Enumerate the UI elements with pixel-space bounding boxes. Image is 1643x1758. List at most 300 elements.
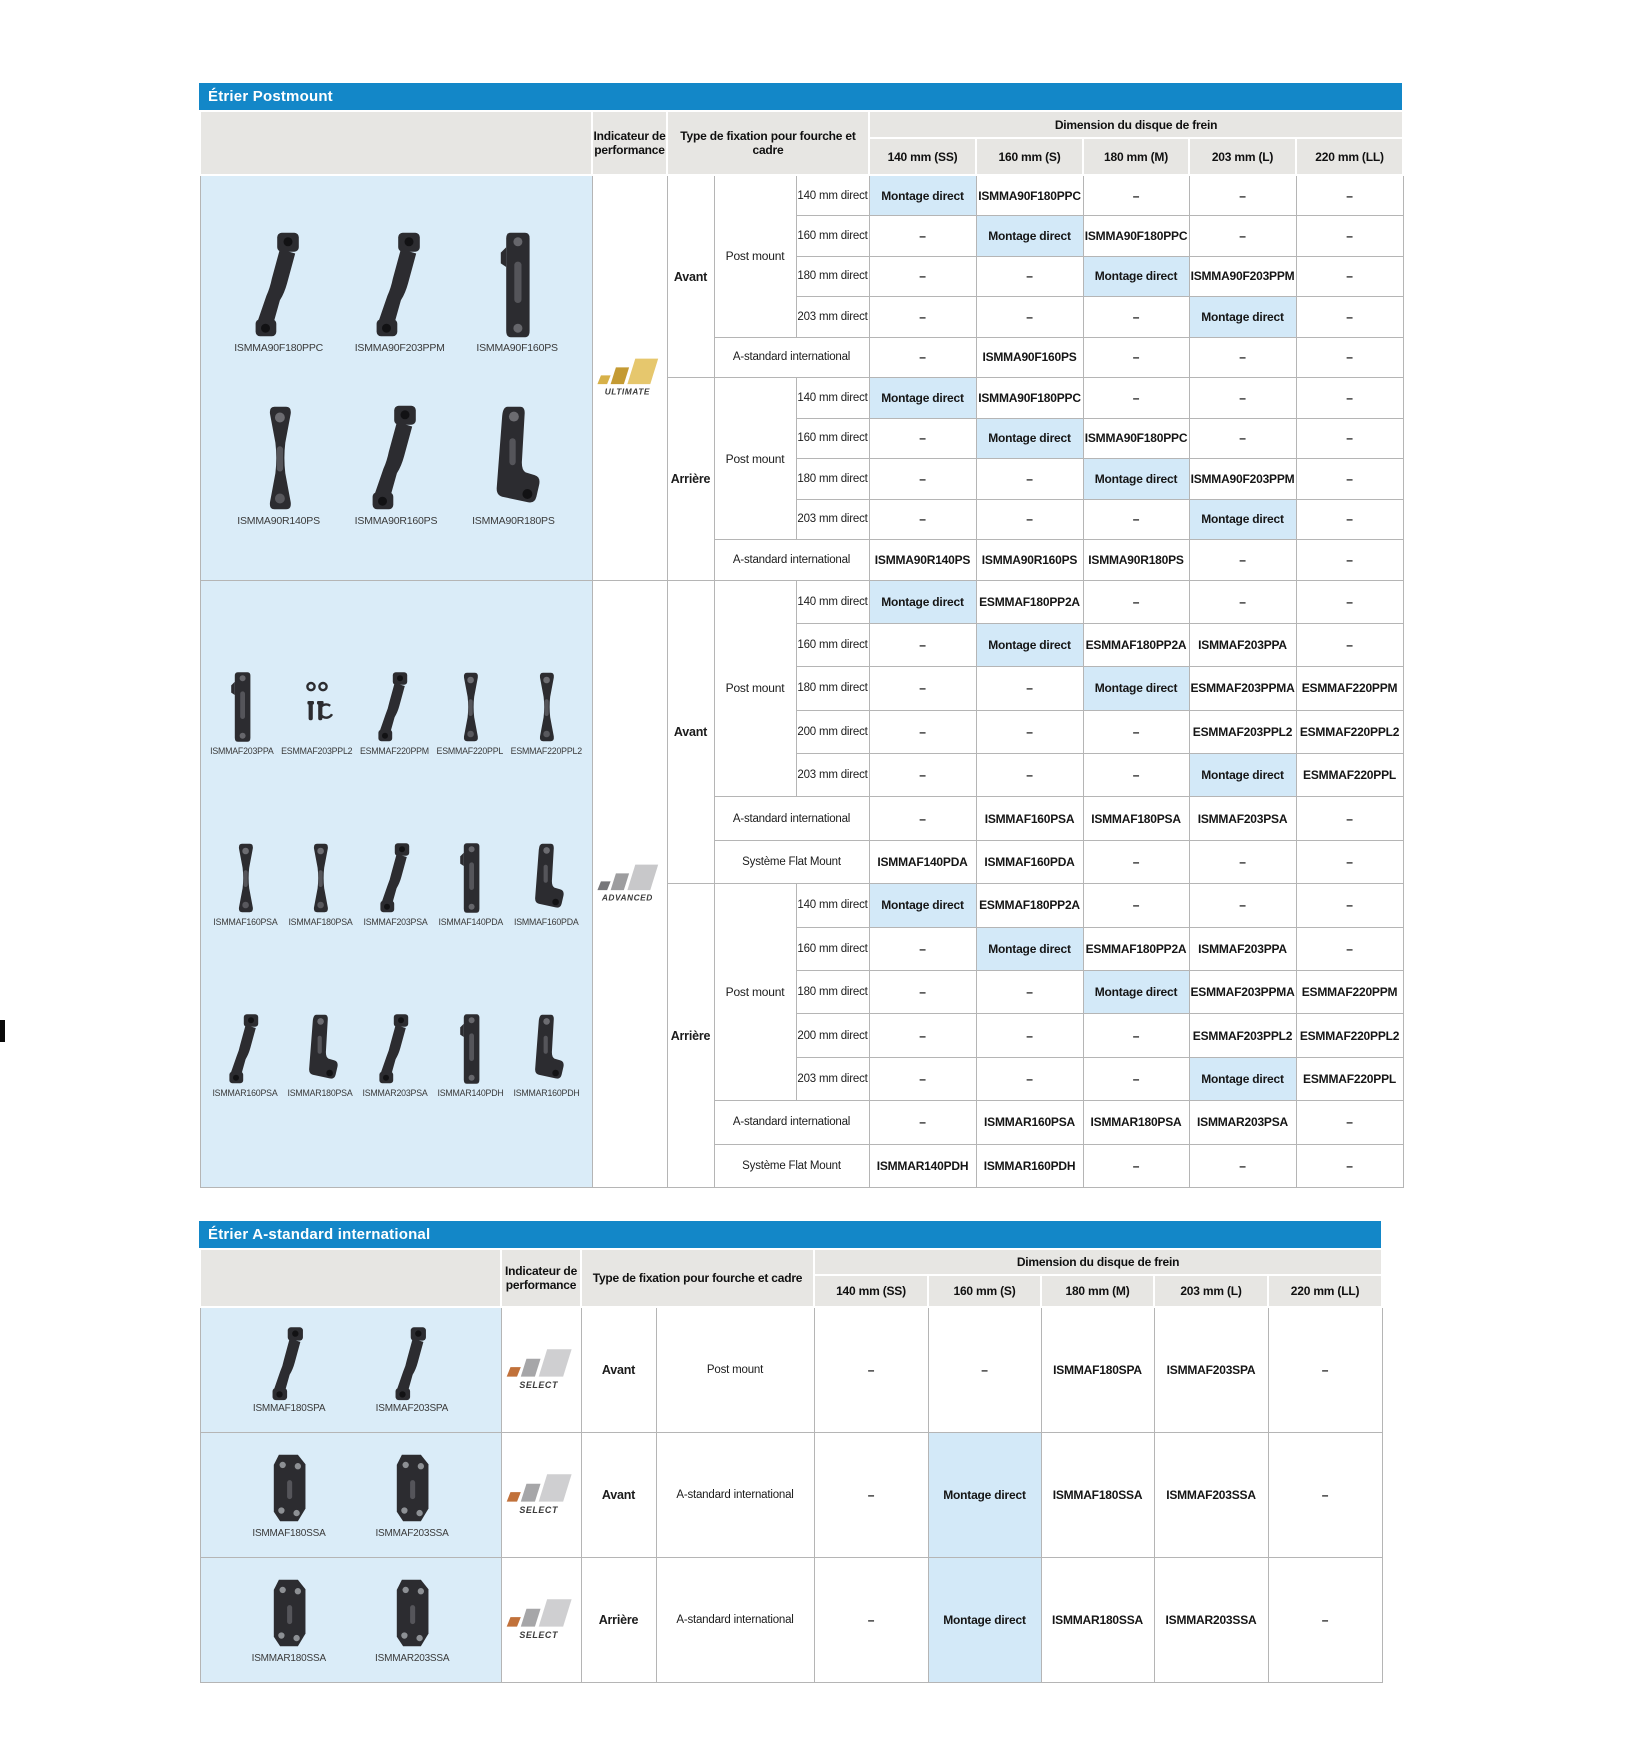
empty-cell: –: [869, 927, 976, 970]
logo-text: SELECT: [518, 1504, 558, 1515]
mount-type-cell: Système Flat Mount: [714, 1144, 869, 1187]
logo-stripe: [597, 375, 610, 384]
montage-direct-cell: Montage direct: [1083, 459, 1189, 500]
adapter-shape: [239, 844, 253, 912]
product-photo: [288, 840, 352, 927]
table1-header: [200, 111, 1403, 175]
empty-cell: –: [1083, 337, 1189, 378]
empty-cell: –: [1189, 840, 1296, 883]
product-photo: [363, 840, 427, 927]
select-logo-icon: [502, 1597, 581, 1643]
empty-cell: –: [869, 418, 976, 459]
empty-cell: –: [869, 1057, 976, 1100]
performance-logo-advanced: [593, 861, 667, 907]
brake-adapter-icon: [227, 840, 263, 916]
product-image-row: [203, 1576, 499, 1664]
adapter-shape: [397, 1454, 429, 1521]
model-number-cell: ISMMAR180PSA: [1083, 1101, 1189, 1144]
disc-size-header-180: 180 mm (M): [1083, 138, 1189, 175]
empty-cell: –: [1083, 499, 1189, 540]
model-number-cell: ISMMA90F180PPC: [976, 378, 1083, 419]
empty-cell: –: [928, 1307, 1041, 1432]
direct-size-cell: 203 mm direct: [796, 499, 869, 540]
adapter-shape: [376, 232, 419, 335]
empty-cell: –: [1296, 1101, 1403, 1144]
logo-text: ULTIMATE: [604, 386, 650, 397]
model-number-cell: ISMMAR140PDH: [869, 1144, 976, 1187]
direct-size-cell: 200 mm direct: [796, 1014, 869, 1057]
empty-cell: –: [869, 297, 976, 338]
logo-stripe: [538, 1474, 571, 1501]
product-label: ISMMA90R140PS: [237, 514, 320, 527]
brake-adapter-icon: [252, 229, 306, 341]
direct-size-cell: 140 mm direct: [796, 378, 869, 419]
model-number-cell: ISMMAF203PSA: [1189, 797, 1296, 840]
logo-text: SELECT: [518, 1379, 558, 1390]
empty-cell: –: [976, 1057, 1083, 1100]
performance-column-header: Indicateur de performance: [592, 111, 667, 175]
model-number-cell: ISMMAF180SPA: [1041, 1307, 1154, 1432]
model-number-cell: ISMMAR160PDH: [976, 1144, 1083, 1187]
product-image-row: [203, 1451, 499, 1539]
empty-cell: –: [869, 797, 976, 840]
adapter-shape: [269, 407, 290, 510]
model-number-cell: ESMMAF220PPL: [1296, 754, 1403, 797]
product-image-row: [203, 840, 590, 927]
empty-cell: –: [1296, 927, 1403, 970]
direct-size-cell: 160 mm direct: [796, 216, 869, 257]
product-label: ISMMAR160PDH: [513, 1088, 580, 1099]
model-number-cell: ISMMA90F203PPM: [1189, 256, 1296, 297]
montage-direct-cell: Montage direct: [1189, 1057, 1296, 1100]
model-number-cell: ESMMAF180PP2A: [976, 580, 1083, 623]
adapter-shape: [397, 1579, 429, 1646]
direct-size-cell: 180 mm direct: [796, 256, 869, 297]
mount-type-cell: A-standard international: [714, 797, 869, 840]
empty-cell: –: [1189, 175, 1296, 216]
empty-cell: –: [869, 337, 976, 378]
logo-stripe: [506, 1367, 520, 1376]
product-image-row: [203, 402, 590, 527]
montage-direct-cell: Montage direct: [1189, 297, 1296, 338]
table-row: [200, 175, 1403, 216]
product-label: ISMMA90F180PPC: [234, 341, 324, 354]
direct-size-cell: 203 mm direct: [796, 1057, 869, 1100]
product-label: ISMMA90F160PS: [476, 341, 558, 354]
postmount-section: [199, 83, 1402, 1188]
empty-cell: –: [1083, 754, 1189, 797]
empty-cell: –: [1296, 623, 1403, 666]
empty-cell: –: [1083, 297, 1189, 338]
position-cell: Avant: [667, 175, 714, 378]
empty-cell: –: [1083, 175, 1189, 216]
product-photo: [476, 229, 557, 354]
montage-direct-cell: Montage direct: [869, 884, 976, 927]
logo-text: ADVANCED: [601, 892, 653, 903]
performance-indicator-cell: [501, 1432, 581, 1557]
empty-cell: –: [1189, 337, 1296, 378]
postmount-table-body: [200, 175, 1403, 1187]
product-label: ISMMA90R180PS: [472, 514, 555, 527]
model-number-cell: ESMMAF203PPL2: [1189, 1014, 1296, 1057]
empty-cell: –: [976, 1014, 1083, 1057]
empty-cell: –: [1296, 378, 1403, 419]
empty-cell: –: [814, 1557, 928, 1682]
empty-cell: –: [869, 754, 976, 797]
product-label: ESMMAF220PPL: [436, 746, 504, 757]
montage-direct-cell: Montage direct: [976, 623, 1083, 666]
model-number-cell: ISMMA90R160PS: [976, 540, 1083, 581]
disc-size-header-140: 140 mm (SS): [869, 138, 976, 175]
performance-indicator-cell: [501, 1557, 581, 1682]
logo-stripe: [520, 1483, 540, 1501]
position-cell: Avant: [581, 1432, 656, 1557]
empty-cell: –: [1083, 1057, 1189, 1100]
empty-cell: –: [814, 1432, 928, 1557]
empty-cell: –: [1189, 540, 1296, 581]
model-number-cell: ISMMAR180SSA: [1041, 1557, 1154, 1682]
brake-adapter-icon: [299, 669, 335, 745]
product-image-row: [203, 1326, 499, 1414]
empty-cell: –: [1083, 1014, 1189, 1057]
model-number-cell: ISMMAF160PSA: [976, 797, 1083, 840]
empty-cell: –: [1083, 1144, 1189, 1187]
table-row: [200, 1432, 1382, 1557]
empty-cell: –: [976, 499, 1083, 540]
model-number-cell: ISMMAF203PPA: [1189, 623, 1296, 666]
performance-indicator-cell: [501, 1307, 581, 1432]
adapter-shape: [536, 1015, 565, 1079]
postmount-table: [199, 110, 1404, 1188]
logo-stripe: [538, 1349, 571, 1376]
model-number-cell: ISMMAF203PPA: [1189, 927, 1296, 970]
a-standard-table: [199, 1248, 1383, 1683]
logo-stripe: [610, 367, 629, 384]
adapter-shape: [460, 843, 479, 913]
product-photo: [511, 669, 582, 756]
ultimate-logo-icon: [593, 355, 667, 401]
product-photo: [375, 1576, 449, 1664]
performance-logo-select: [502, 1472, 581, 1518]
direct-size-cell: 140 mm direct: [796, 580, 869, 623]
montage-direct-cell: Montage direct: [1083, 971, 1189, 1014]
empty-cell: –: [1296, 580, 1403, 623]
model-number-cell: ISMMA90F180PPC: [976, 175, 1083, 216]
empty-cell: –: [976, 754, 1083, 797]
direct-size-cell: 200 mm direct: [796, 710, 869, 753]
product-label: ISMMAF203PPA: [210, 746, 274, 757]
empty-cell: –: [976, 710, 1083, 753]
brake-adapter-icon: [376, 669, 412, 745]
product-photo: [281, 669, 352, 756]
table-row: [200, 1307, 1382, 1432]
model-number-cell: ISMMA90F180PPC: [1083, 216, 1189, 257]
mount-type-cell: A-standard international: [656, 1432, 814, 1557]
empty-cell: –: [1296, 297, 1403, 338]
empty-cell: –: [976, 256, 1083, 297]
direct-size-cell: 140 mm direct: [796, 175, 869, 216]
montage-direct-cell: Montage direct: [1083, 667, 1189, 710]
performance-logo-select: [502, 1597, 581, 1643]
section-title-a-standard: Étrier A-standard international: [199, 1221, 1381, 1248]
adapter-shape: [273, 1327, 303, 1400]
montage-direct-cell: Montage direct: [976, 216, 1083, 257]
empty-cell: –: [1189, 378, 1296, 419]
performance-indicator-cell: [592, 580, 667, 1187]
performance-indicator-cell: [592, 175, 667, 580]
product-image-groups: [201, 1435, 501, 1554]
model-number-cell: ISMMAR203PSA: [1189, 1101, 1296, 1144]
brake-adapter-icon: [528, 840, 564, 916]
empty-cell: –: [1083, 378, 1189, 419]
empty-cell: –: [869, 623, 976, 666]
logo-stripe: [627, 358, 658, 384]
direct-size-cell: 160 mm direct: [796, 418, 869, 459]
performance-logo-select: [502, 1347, 581, 1393]
product-image-panel: [200, 580, 592, 1187]
logo-stripe: [506, 1617, 520, 1626]
mount-type-cell: Post mount: [656, 1307, 814, 1432]
product-image-groups: [201, 1560, 501, 1679]
adapter-shape: [460, 1014, 479, 1084]
performance-column-header: Indicateur de performance: [501, 1249, 581, 1307]
montage-direct-cell: Montage direct: [1189, 499, 1296, 540]
model-number-cell: ESMMAF220PPM: [1296, 667, 1403, 710]
direct-size-cell: 160 mm direct: [796, 927, 869, 970]
product-label: ISMMAF180SSA: [252, 1527, 326, 1539]
position-cell: Avant: [667, 580, 714, 884]
empty-cell: –: [976, 971, 1083, 1014]
logo-stripe: [610, 873, 629, 890]
product-photo: [472, 402, 555, 527]
brake-adapter-icon: [252, 402, 306, 514]
product-image-groups: [201, 1310, 501, 1429]
product-label: ISMMA90F203PPM: [354, 341, 445, 354]
position-cell: Avant: [581, 1307, 656, 1432]
product-label: ISMMAR203SSA: [375, 1652, 450, 1664]
direct-size-cell: 160 mm direct: [796, 623, 869, 666]
brake-adapter-icon: [528, 669, 564, 745]
section-title-postmount: Étrier Postmount: [199, 83, 1402, 110]
model-number-cell: ISMMA90F180PPC: [1083, 418, 1189, 459]
empty-cell: –: [869, 256, 976, 297]
product-label: ISMMAF160PSA: [213, 917, 278, 928]
empty-cell: –: [1296, 256, 1403, 297]
product-photo: [437, 669, 504, 756]
empty-cell: –: [1296, 459, 1403, 500]
logo-stripe: [506, 1492, 520, 1501]
brake-adapter-icon: [453, 840, 489, 916]
disc-size-header-203: 203 mm (L): [1154, 1275, 1268, 1307]
adapter-shape: [464, 673, 478, 741]
product-photo: [355, 229, 445, 354]
performance-logo-ultimate: [593, 355, 667, 401]
brake-adapter-icon: [268, 1576, 310, 1652]
product-photo: [376, 1326, 448, 1414]
table-row: [200, 1557, 1382, 1682]
brake-adapter-icon: [453, 1011, 489, 1087]
product-photo: [360, 669, 429, 756]
disc-size-header-220: 220 mm (LL): [1296, 138, 1403, 175]
product-photo: [287, 1011, 352, 1098]
brake-adapter-icon: [486, 402, 540, 514]
empty-cell: –: [1083, 580, 1189, 623]
product-photo: [237, 402, 320, 527]
empty-cell: –: [869, 710, 976, 753]
adapter-shape: [540, 673, 554, 741]
mount-type-cell: Post mount: [714, 175, 796, 337]
adapter-shape: [274, 1579, 306, 1646]
position-cell: Arrière: [667, 378, 714, 581]
model-number-cell: ISMMA90F160PS: [976, 337, 1083, 378]
model-number-cell: ISMMAF140PDA: [869, 840, 976, 883]
montage-direct-cell: Montage direct: [928, 1557, 1041, 1682]
mount-type-cell: A-standard international: [714, 337, 869, 378]
empty-cell: –: [1083, 710, 1189, 753]
select-logo-icon: [502, 1472, 581, 1518]
product-image-row: [203, 669, 590, 756]
product-label: ESMMAF203PPL2: [281, 746, 353, 757]
product-photo: [355, 402, 438, 527]
model-number-cell: ISMMAR160PSA: [976, 1101, 1083, 1144]
empty-cell: –: [1189, 580, 1296, 623]
model-number-cell: ISMMAF180PSA: [1083, 797, 1189, 840]
product-photo: [210, 669, 273, 756]
disc-size-header-160: 160 mm (S): [976, 138, 1083, 175]
a-standard-section: [199, 1221, 1381, 1683]
product-photo: [375, 1451, 448, 1539]
adapter-shape: [501, 232, 530, 336]
fixation-column-header: Type de fixation pour fourche et cadre: [581, 1249, 814, 1307]
product-photo: [212, 1011, 277, 1098]
a-standard-table-body: [200, 1307, 1382, 1682]
model-number-cell: ESMMAF203PPMA: [1189, 667, 1296, 710]
product-image-panel: [200, 175, 592, 580]
model-number-cell: ESMMAF180PP2A: [976, 884, 1083, 927]
product-image-groups: [201, 178, 592, 577]
disc-size-header-140: 140 mm (SS): [814, 1275, 928, 1307]
brake-adapter-icon: [302, 840, 338, 916]
product-photo: [253, 1326, 325, 1414]
brake-adapter-icon: [528, 1011, 564, 1087]
logo-stripe: [538, 1599, 571, 1626]
brake-adapter-icon: [268, 1451, 310, 1527]
empty-cell: –: [1189, 1144, 1296, 1187]
model-number-cell: ESMMAF220PPL2: [1296, 1014, 1403, 1057]
direct-size-cell: 180 mm direct: [796, 971, 869, 1014]
empty-cell: –: [1189, 418, 1296, 459]
adapter-shape: [314, 844, 328, 912]
direct-size-cell: 180 mm direct: [796, 667, 869, 710]
model-number-cell: ESMMAF180PP2A: [1083, 927, 1189, 970]
image-column-header: [200, 1249, 501, 1307]
product-label: ISMMAF180PSA: [288, 917, 353, 928]
montage-direct-cell: Montage direct: [928, 1432, 1041, 1557]
product-label: ISMMAF180SPA: [252, 1402, 326, 1414]
product-photo: [234, 229, 323, 354]
mount-type-cell: A-standard international: [656, 1557, 814, 1682]
adapter-shape: [307, 683, 332, 720]
adapter-shape: [231, 672, 250, 742]
disc-size-header-203: 203 mm (L): [1189, 138, 1296, 175]
montage-direct-cell: Montage direct: [976, 418, 1083, 459]
product-label: ESMMAF220PPL2: [510, 746, 582, 757]
product-label: ESMMAF220PPM: [359, 746, 429, 757]
mount-type-cell: Système Flat Mount: [714, 840, 869, 883]
adapter-shape: [379, 1014, 408, 1083]
montage-direct-cell: Montage direct: [869, 580, 976, 623]
model-number-cell: ISMMAF180SSA: [1041, 1432, 1154, 1557]
brake-adapter-icon: [369, 402, 423, 514]
product-image-panel: [200, 1307, 501, 1432]
empty-cell: –: [1296, 884, 1403, 927]
product-image-row: [203, 229, 590, 354]
brake-adapter-icon: [378, 840, 414, 916]
product-label: ISMMAF203SPA: [375, 1402, 449, 1414]
position-cell: Arrière: [667, 884, 714, 1188]
advanced-logo-icon: [593, 861, 667, 907]
adapter-shape: [255, 232, 298, 335]
empty-cell: –: [1268, 1432, 1382, 1557]
montage-direct-cell: Montage direct: [869, 378, 976, 419]
adapter-shape: [395, 1327, 425, 1400]
product-image-panel: [200, 1557, 501, 1682]
empty-cell: –: [976, 459, 1083, 500]
empty-cell: –: [1296, 499, 1403, 540]
product-image-panel: [200, 1432, 501, 1557]
mount-type-cell: Post mount: [714, 580, 796, 797]
product-label: ISMMA90R160PS: [354, 514, 438, 527]
empty-cell: –: [1296, 418, 1403, 459]
mount-type-cell: Post mount: [714, 378, 796, 540]
empty-cell: –: [1296, 175, 1403, 216]
brake-adapter-icon: [227, 1011, 263, 1087]
logo-stripe: [627, 864, 658, 890]
product-photo: [252, 1451, 325, 1539]
brake-adapter-icon: [391, 1326, 433, 1402]
direct-size-cell: 203 mm direct: [796, 297, 869, 338]
empty-cell: –: [869, 1101, 976, 1144]
product-photo: [514, 840, 579, 927]
adapter-shape: [380, 843, 409, 912]
position-cell: Arrière: [581, 1557, 656, 1682]
disc-size-header-180: 180 mm (M): [1041, 1275, 1154, 1307]
empty-cell: –: [1268, 1557, 1382, 1682]
model-number-cell: ISMMAF160PDA: [976, 840, 1083, 883]
model-number-cell: ESMMAF220PPL: [1296, 1057, 1403, 1100]
product-label: ISMMAR180SSA: [251, 1652, 326, 1664]
empty-cell: –: [1296, 1144, 1403, 1187]
product-label: ISMMAR140PDH: [437, 1088, 504, 1099]
empty-cell: –: [869, 499, 976, 540]
mount-type-cell: A-standard international: [714, 540, 869, 581]
model-number-cell: ISMMA90R140PS: [869, 540, 976, 581]
product-label: ISMMAF203PSA: [363, 917, 428, 928]
empty-cell: –: [869, 216, 976, 257]
empty-cell: –: [1296, 216, 1403, 257]
empty-cell: –: [1083, 884, 1189, 927]
model-number-cell: ESMMAF203PPL2: [1189, 710, 1296, 753]
disc-size-header-220: 220 mm (LL): [1268, 1275, 1382, 1307]
empty-cell: –: [976, 297, 1083, 338]
montage-direct-cell: Montage direct: [1189, 754, 1296, 797]
empty-cell: –: [814, 1307, 928, 1432]
product-label: ISMMAR160PSA: [212, 1088, 278, 1099]
model-number-cell: ESMMAF180PP2A: [1083, 623, 1189, 666]
empty-cell: –: [1083, 840, 1189, 883]
empty-cell: –: [869, 667, 976, 710]
model-number-cell: ISMMAR203SSA: [1154, 1557, 1268, 1682]
